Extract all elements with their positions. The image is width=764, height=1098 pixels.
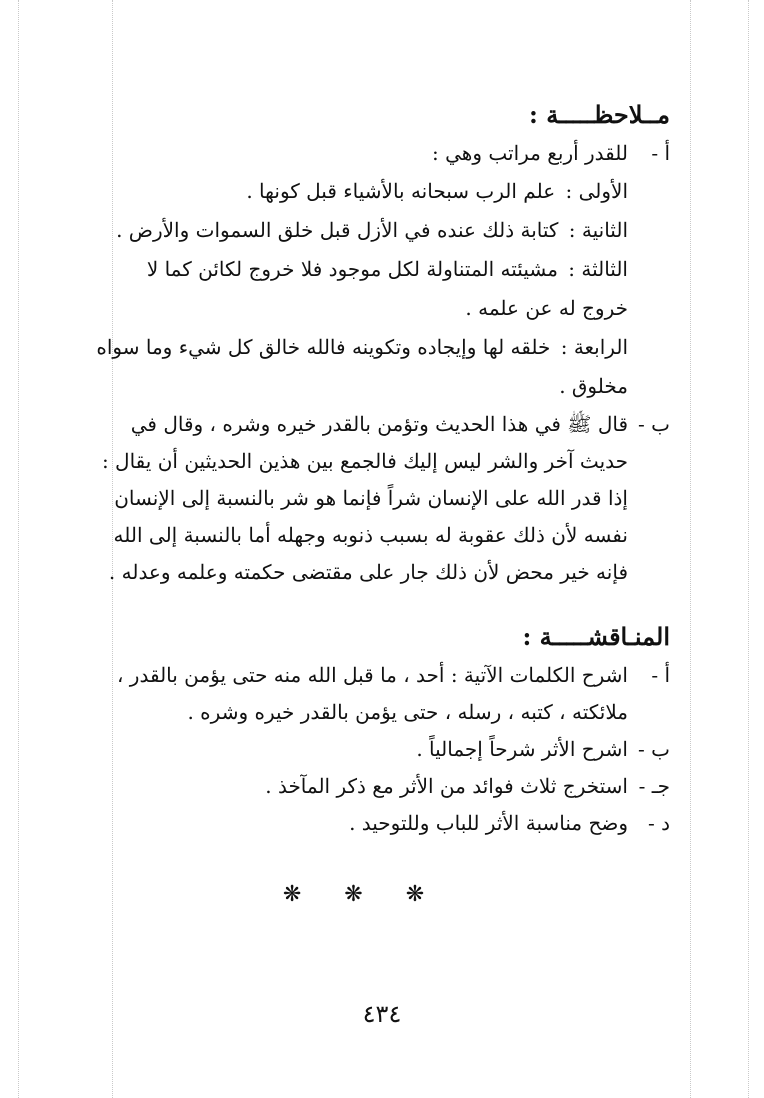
note-a-intro: للقدر أربع مراتب وهي : (432, 141, 628, 165)
qadar-levels (95, 172, 670, 406)
discussion-b-text: اشرح الأثر شرحاً إجمالياً . (416, 737, 628, 761)
note-a-marker: أ - (651, 141, 670, 165)
discussion-heading: المنـاقشـــــة : (522, 622, 670, 651)
note-b-text: قال ﷺ في هذا الحديث وتؤمن بالقدر خيره وشره ، وقال في حديث آخر والشر ليس إليك فالجمع بين هذين الحديثين أن يقال : إذا قدر الله على الإنسان شراً فإنما هو شر بالنسبة إلى الإنسان نفسه لأن ذلك عقوبة له بسبب ذنوبه وجهله أما بالنسبة إلى الله فإنه خير محض لأن ذلك جار على مقتضى حكمته وعلمه وعدله . (101, 412, 628, 584)
level-4 (95, 328, 628, 406)
level-label: الثالثة : (568, 257, 628, 281)
level-3 (95, 250, 628, 328)
note-item-b (95, 406, 670, 591)
level-label: الرابعة : (560, 335, 628, 359)
discussion-item-b (95, 731, 670, 768)
discussion-item-c (95, 768, 670, 805)
discussion-item-d (95, 805, 670, 842)
discussion-c-marker: جـ - (638, 774, 670, 798)
level-text: كتابة ذلك عنده في الأزل قبل خلق السموات والأرض . (116, 218, 559, 242)
note-heading: مــلاحظـــــة : (529, 100, 670, 129)
discussion-item-a (95, 657, 670, 731)
page-content (95, 95, 670, 907)
level-2 (95, 211, 628, 250)
note-item-a (95, 135, 670, 172)
level-label: الأولى : (565, 179, 628, 203)
margin-guide-left (18, 0, 19, 1098)
margin-guide-right (748, 0, 749, 1098)
discussion-c-text: استخرج ثلاث فوائد من الأثر مع ذكر المآخذ . (265, 774, 628, 798)
level-text: مشيئته المتناولة لكل موجود فلا خروج لكائن كما لا خروج له عن علمه . (146, 257, 628, 320)
discussion-a-text: اشرح الكلمات الآتية : أحد ، ما قبل الله منه حتى يؤمن بالقدر ، ملائكته ، كتبه ، رسله ، حتى يؤمن بالقدر خيره وشره . (116, 663, 628, 724)
level-text: علم الرب سبحانه بالأشياء قبل كونها . (246, 179, 556, 203)
note-b-marker: ب - (638, 412, 670, 436)
discussion-a-marker: أ - (651, 663, 670, 687)
discussion-d-marker: د - (647, 811, 670, 835)
level-label: الثانية : (568, 218, 628, 242)
level-text: خلقه لها وإيجاده وتكوينه فالله خالق كل شيء وما سواه مخلوق . (96, 335, 628, 398)
discussion-d-text: وضح مناسبة الأثر للباب وللتوحيد . (349, 811, 628, 835)
level-1 (95, 172, 628, 211)
page-number: ٤٣٤ (362, 1000, 402, 1028)
discussion-b-marker: ب - (638, 737, 670, 761)
section-separator: ❋ ❋ ❋ (282, 882, 443, 907)
margin-guide-right-inner (690, 0, 691, 1098)
